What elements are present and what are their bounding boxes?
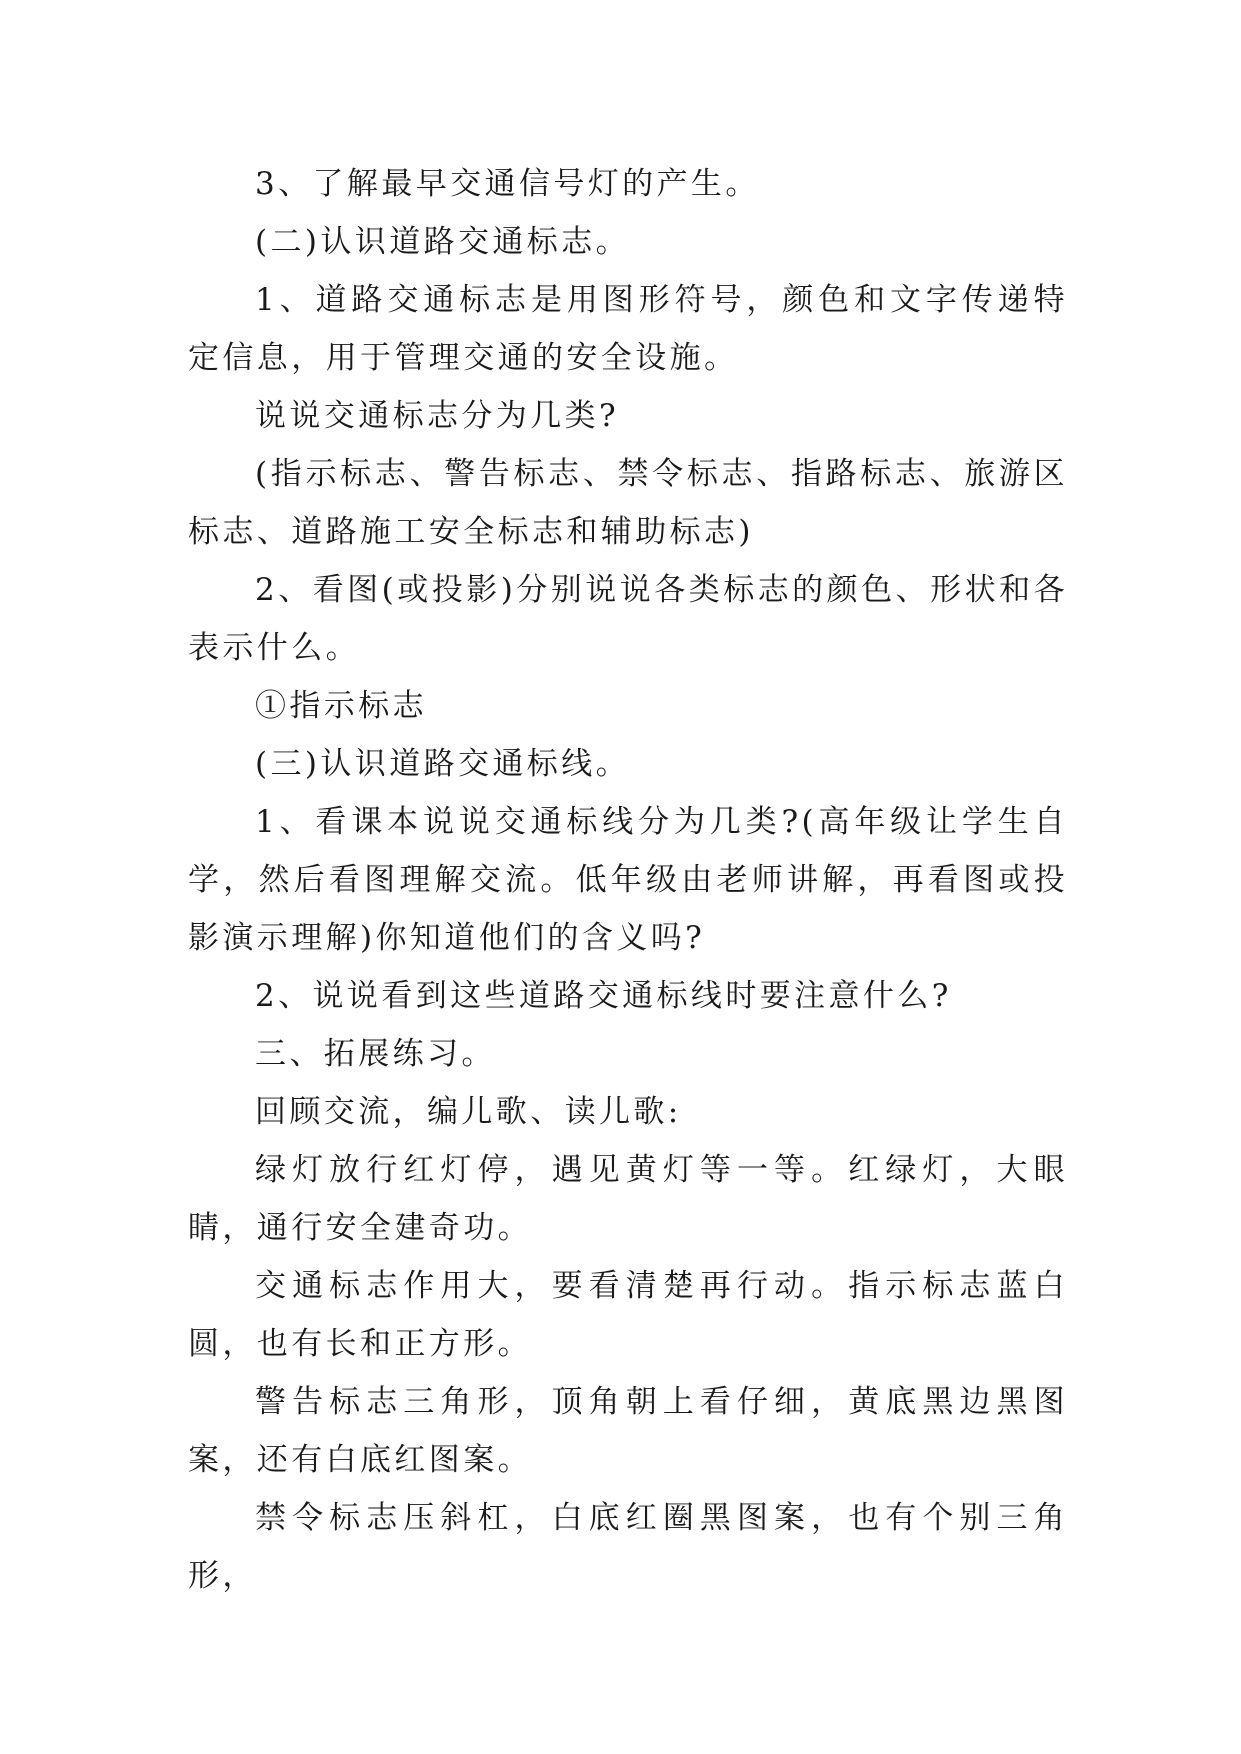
- paragraph-indicator-sign: ①指示标志: [255, 688, 427, 724]
- paragraph-signal-light-origin: 3、了解最早交通信号灯的产生。: [255, 166, 760, 202]
- paragraph-marking-types: 1、看课本说说交通标线分为几类?(高年级让学生自学，然后看图理解交流。低年级由老师讲解，再看图或投影演示理解)你知道他们的含义吗?: [188, 804, 1068, 956]
- heading-extension-practice: 三、拓展练习。: [255, 1036, 496, 1072]
- paragraph-rhyme-warning: 警告标志三角形，顶角朝上看仔细，黄底黑边黑图案，还有白底红图案。: [188, 1384, 1068, 1478]
- paragraph-sign-definition: 1、道路交通标志是用图形符号，颜色和文字传递特定信息，用于管理交通的安全设施。: [188, 282, 1068, 376]
- paragraph-review-rhyme: 回顾交流，编儿歌、读儿歌:: [255, 1094, 682, 1130]
- paragraph-marking-attention: 2、说说看到这些道路交通标线时要注意什么?: [255, 978, 952, 1014]
- paragraph-sign-types: (指示标志、警告标志、禁令标志、指路标志、旅游区标志、道路施工安全标志和辅助标志): [188, 456, 1068, 550]
- paragraph-rhyme-prohibition: 禁令标志压斜杠，白底红圈黑图案，也有个别三角形，: [188, 1500, 1068, 1594]
- heading-traffic-signs: (二)认识道路交通标志。: [255, 224, 630, 260]
- heading-road-markings: (三)认识道路交通标线。: [255, 746, 630, 782]
- document-body: [188, 155, 1068, 1605]
- paragraph-rhyme-signs: 交通标志作用大，要看清楚再行动。指示标志蓝白圆，也有长和正方形。: [188, 1268, 1068, 1362]
- paragraph-sign-colors: 2、看图(或投影)分别说说各类标志的颜色、形状和各表示什么。: [188, 572, 1068, 666]
- paragraph-rhyme-lights: 绿灯放行红灯停，遇见黄灯等一等。红绿灯，大眼睛，通行安全建奇功。: [188, 1152, 1068, 1246]
- paragraph-sign-question: 说说交通标志分为几类?: [255, 398, 620, 434]
